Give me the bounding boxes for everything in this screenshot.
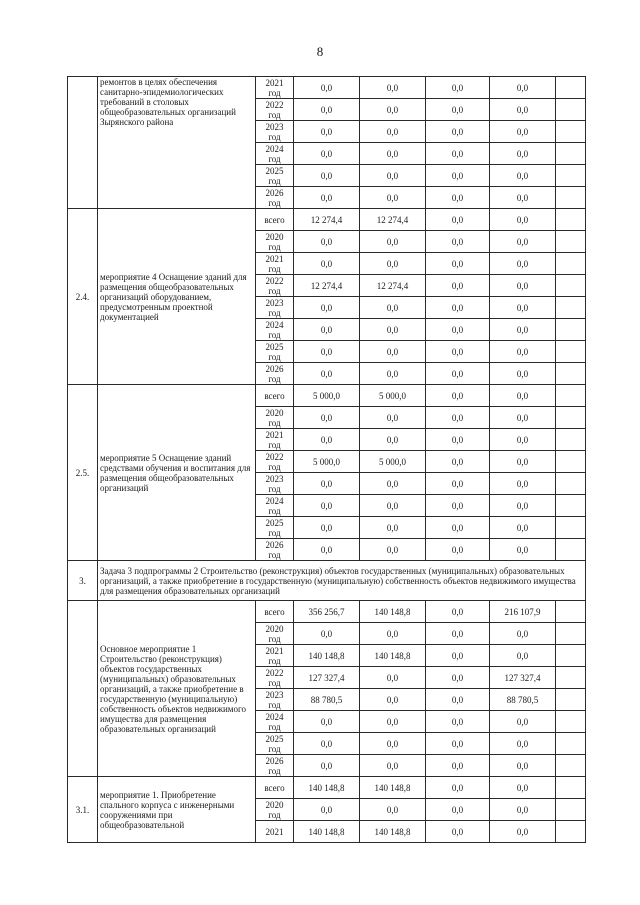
value-cell: 127 327,4 (490, 667, 556, 689)
value-cell: 0,0 (294, 539, 360, 561)
year-cell: всего (256, 385, 294, 407)
empty-cell (556, 473, 586, 495)
empty-cell (556, 517, 586, 539)
row-number: 2.4. (68, 209, 98, 385)
value-cell: 0,0 (490, 297, 556, 319)
value-cell: 0,0 (426, 99, 490, 121)
value-cell: 0,0 (490, 711, 556, 733)
value-cell: 0,0 (360, 143, 426, 165)
value-cell: 0,0 (294, 363, 360, 385)
value-cell: 0,0 (426, 275, 490, 297)
value-cell: 140 148,8 (360, 821, 426, 843)
value-cell: 0,0 (360, 799, 426, 821)
empty-cell (556, 253, 586, 275)
value-cell: 0,0 (294, 623, 360, 645)
empty-cell (556, 275, 586, 297)
value-cell: 0,0 (426, 821, 490, 843)
value-cell: 0,0 (294, 187, 360, 209)
activity-description: ремонтов в целях обеспечения санитарно-эпидемиологических требований в столовых общеобразовательных организаций Зырянского района (98, 77, 256, 209)
value-cell: 140 148,8 (294, 821, 360, 843)
value-cell: 0,0 (490, 495, 556, 517)
empty-cell (556, 645, 586, 667)
value-cell: 0,0 (426, 645, 490, 667)
value-cell: 0,0 (426, 209, 490, 231)
value-cell: 0,0 (360, 733, 426, 755)
year-cell: 2025 год (256, 733, 294, 755)
value-cell: 0,0 (426, 297, 490, 319)
value-cell: 0,0 (294, 755, 360, 777)
value-cell: 0,0 (294, 495, 360, 517)
value-cell: 0,0 (360, 121, 426, 143)
value-cell: 0,0 (294, 77, 360, 99)
activity-description: Основное мероприятие 1 Строительство (реконструкция) объектов государственных (муниципальных) образовательных организаций, а также приобретение в государственную (муниципальную) собственность объектов недвижимого имущества для размещения образовательных организаций (98, 601, 256, 777)
empty-cell (556, 799, 586, 821)
value-cell: 0,0 (490, 539, 556, 561)
value-cell: 0,0 (426, 363, 490, 385)
value-cell: 0,0 (426, 77, 490, 99)
value-cell: 0,0 (490, 473, 556, 495)
value-cell: 0,0 (294, 143, 360, 165)
value-cell: 0,0 (490, 407, 556, 429)
year-cell: 2022 год (256, 99, 294, 121)
value-cell: 0,0 (426, 429, 490, 451)
value-cell: 140 148,8 (360, 601, 426, 623)
year-cell: 2025 год (256, 341, 294, 363)
row-number: 3.1. (68, 777, 98, 843)
value-cell: 127 327,4 (294, 667, 360, 689)
value-cell: 0,0 (360, 187, 426, 209)
value-cell: 0,0 (360, 319, 426, 341)
value-cell: 0,0 (490, 363, 556, 385)
value-cell: 0,0 (490, 77, 556, 99)
value-cell: 0,0 (294, 473, 360, 495)
value-cell: 0,0 (360, 231, 426, 253)
value-cell: 0,0 (426, 539, 490, 561)
year-cell: 2025 год (256, 517, 294, 539)
activity-description: мероприятие 5 Оснащение зданий средствами обучения и воспитания для размещения общеобразовательных организаций (98, 385, 256, 561)
value-cell: 0,0 (360, 429, 426, 451)
value-cell: 0,0 (426, 517, 490, 539)
value-cell: 12 274,4 (294, 275, 360, 297)
empty-cell (556, 121, 586, 143)
value-cell: 0,0 (426, 187, 490, 209)
value-cell: 356 256,7 (294, 601, 360, 623)
empty-cell (556, 187, 586, 209)
empty-cell (556, 689, 586, 711)
value-cell: 0,0 (294, 99, 360, 121)
table-row (68, 385, 586, 407)
value-cell: 0,0 (360, 755, 426, 777)
year-cell: 2026 год (256, 539, 294, 561)
year-cell: 2020 год (256, 407, 294, 429)
row-number: 2.5. (68, 385, 98, 561)
empty-cell (556, 711, 586, 733)
value-cell: 0,0 (490, 451, 556, 473)
value-cell: 0,0 (294, 711, 360, 733)
value-cell: 0,0 (360, 253, 426, 275)
empty-cell (556, 623, 586, 645)
value-cell: 0,0 (426, 407, 490, 429)
value-cell: 0,0 (360, 667, 426, 689)
year-cell: 2022 год (256, 451, 294, 473)
value-cell: 0,0 (294, 121, 360, 143)
activity-description: мероприятие 1. Приобретение спального корпуса с инженерными сооружениями при общеобразовательной (98, 777, 256, 843)
value-cell: 88 780,5 (294, 689, 360, 711)
value-cell: 0,0 (360, 77, 426, 99)
value-cell: 0,0 (294, 517, 360, 539)
value-cell: 0,0 (360, 711, 426, 733)
value-cell: 0,0 (490, 385, 556, 407)
value-cell: 0,0 (360, 341, 426, 363)
value-cell: 0,0 (294, 799, 360, 821)
value-cell: 0,0 (490, 517, 556, 539)
value-cell: 0,0 (426, 143, 490, 165)
value-cell: 0,0 (490, 645, 556, 667)
value-cell: 0,0 (490, 319, 556, 341)
table-row (68, 777, 586, 799)
value-cell: 0,0 (490, 777, 556, 799)
value-cell: 12 274,4 (360, 209, 426, 231)
year-cell: 2020 год (256, 623, 294, 645)
empty-cell (556, 231, 586, 253)
value-cell: 0,0 (490, 231, 556, 253)
value-cell: 5 000,0 (294, 451, 360, 473)
year-cell: 2024 год (256, 319, 294, 341)
value-cell: 0,0 (490, 209, 556, 231)
task-description: Задача 3 подпрограммы 2 Строительство (реконструкция) объектов государственных (муниципальных) образовательных организаций, а также приобретение в государственную (муниципальную) собственность объектов недвижимого имущества для размещения образовательных организаций (98, 561, 586, 601)
value-cell: 0,0 (360, 165, 426, 187)
empty-cell (556, 495, 586, 517)
value-cell: 0,0 (490, 821, 556, 843)
value-cell: 5 000,0 (360, 385, 426, 407)
value-cell: 12 274,4 (294, 209, 360, 231)
task-row (68, 561, 586, 601)
value-cell: 0,0 (360, 99, 426, 121)
value-cell: 0,0 (490, 187, 556, 209)
page-number: 8 (316, 44, 324, 59)
year-cell: 2023 год (256, 689, 294, 711)
value-cell: 0,0 (294, 429, 360, 451)
value-cell: 140 148,8 (294, 645, 360, 667)
empty-cell (556, 539, 586, 561)
value-cell: 0,0 (294, 407, 360, 429)
value-cell: 0,0 (360, 539, 426, 561)
value-cell: 0,0 (426, 799, 490, 821)
value-cell: 0,0 (360, 495, 426, 517)
empty-cell (556, 363, 586, 385)
value-cell: 0,0 (294, 297, 360, 319)
value-cell: 0,0 (426, 341, 490, 363)
year-cell: 2022 год (256, 667, 294, 689)
value-cell: 0,0 (426, 623, 490, 645)
year-cell: 2022 год (256, 275, 294, 297)
year-cell: 2021 год (256, 77, 294, 99)
empty-cell (556, 733, 586, 755)
value-cell: 0,0 (294, 319, 360, 341)
value-cell: 0,0 (490, 733, 556, 755)
empty-cell (556, 209, 586, 231)
value-cell: 0,0 (360, 407, 426, 429)
value-cell: 88 780,5 (490, 689, 556, 711)
value-cell: 0,0 (426, 689, 490, 711)
empty-cell (556, 451, 586, 473)
value-cell: 0,0 (426, 451, 490, 473)
empty-cell (556, 821, 586, 843)
value-cell: 0,0 (426, 253, 490, 275)
value-cell: 0,0 (426, 777, 490, 799)
empty-cell (556, 407, 586, 429)
value-cell: 0,0 (294, 341, 360, 363)
empty-cell (556, 429, 586, 451)
row-number (68, 77, 98, 209)
value-cell: 0,0 (360, 517, 426, 539)
value-cell: 140 148,8 (294, 777, 360, 799)
value-cell: 216 107,9 (490, 601, 556, 623)
value-cell: 140 148,8 (360, 645, 426, 667)
table-row (68, 77, 586, 99)
value-cell: 0,0 (490, 165, 556, 187)
year-cell: 2024 год (256, 711, 294, 733)
year-cell: 2026 год (256, 755, 294, 777)
year-cell: 2021 год (256, 253, 294, 275)
value-cell: 0,0 (426, 495, 490, 517)
empty-cell (556, 99, 586, 121)
value-cell: 0,0 (426, 473, 490, 495)
value-cell: 0,0 (360, 473, 426, 495)
year-cell: 2020 год (256, 231, 294, 253)
value-cell: 0,0 (490, 253, 556, 275)
empty-cell (556, 319, 586, 341)
value-cell: 5 000,0 (294, 385, 360, 407)
value-cell: 0,0 (490, 799, 556, 821)
value-cell: 0,0 (490, 121, 556, 143)
row-number (68, 601, 98, 777)
value-cell: 140 148,8 (360, 777, 426, 799)
value-cell: 0,0 (294, 231, 360, 253)
row-number: 3. (68, 561, 98, 601)
value-cell: 0,0 (490, 143, 556, 165)
value-cell: 0,0 (490, 99, 556, 121)
value-cell: 12 274,4 (360, 275, 426, 297)
value-cell: 5 000,0 (360, 451, 426, 473)
table-row (68, 209, 586, 231)
table-row (68, 601, 586, 623)
empty-cell (556, 341, 586, 363)
year-cell: 2023 год (256, 297, 294, 319)
value-cell: 0,0 (490, 755, 556, 777)
value-cell: 0,0 (426, 755, 490, 777)
year-cell: 2026 год (256, 187, 294, 209)
empty-cell (556, 777, 586, 799)
empty-cell (556, 385, 586, 407)
activity-description: мероприятие 4 Оснащение зданий для размещения общеобразовательных организаций оборудованием, предусмотренным проектной документацией (98, 209, 256, 385)
empty-cell (556, 77, 586, 99)
budget-table (67, 76, 586, 843)
value-cell: 0,0 (294, 733, 360, 755)
year-cell: 2021 год (256, 645, 294, 667)
year-cell: всего (256, 209, 294, 231)
year-cell: 2023 год (256, 473, 294, 495)
year-cell: 2020 год (256, 799, 294, 821)
value-cell: 0,0 (360, 363, 426, 385)
year-cell: 2024 год (256, 495, 294, 517)
value-cell: 0,0 (426, 711, 490, 733)
empty-cell (556, 143, 586, 165)
value-cell: 0,0 (426, 667, 490, 689)
empty-cell (556, 165, 586, 187)
empty-cell (556, 667, 586, 689)
year-cell: всего (256, 601, 294, 623)
year-cell: 2026 год (256, 363, 294, 385)
value-cell: 0,0 (490, 623, 556, 645)
value-cell: 0,0 (294, 253, 360, 275)
year-cell: 2025 год (256, 165, 294, 187)
value-cell: 0,0 (490, 341, 556, 363)
empty-cell (556, 755, 586, 777)
empty-cell (556, 601, 586, 623)
value-cell: 0,0 (426, 319, 490, 341)
year-cell: 2023 год (256, 121, 294, 143)
value-cell: 0,0 (490, 275, 556, 297)
value-cell: 0,0 (426, 601, 490, 623)
year-cell: 2021 (256, 821, 294, 843)
value-cell: 0,0 (426, 231, 490, 253)
value-cell: 0,0 (426, 733, 490, 755)
value-cell: 0,0 (360, 689, 426, 711)
value-cell: 0,0 (426, 121, 490, 143)
empty-cell (556, 297, 586, 319)
year-cell: 2024 год (256, 143, 294, 165)
year-cell: всего (256, 777, 294, 799)
value-cell: 0,0 (426, 385, 490, 407)
year-cell: 2021 год (256, 429, 294, 451)
value-cell: 0,0 (360, 623, 426, 645)
value-cell: 0,0 (294, 165, 360, 187)
value-cell: 0,0 (490, 429, 556, 451)
value-cell: 0,0 (360, 297, 426, 319)
value-cell: 0,0 (426, 165, 490, 187)
